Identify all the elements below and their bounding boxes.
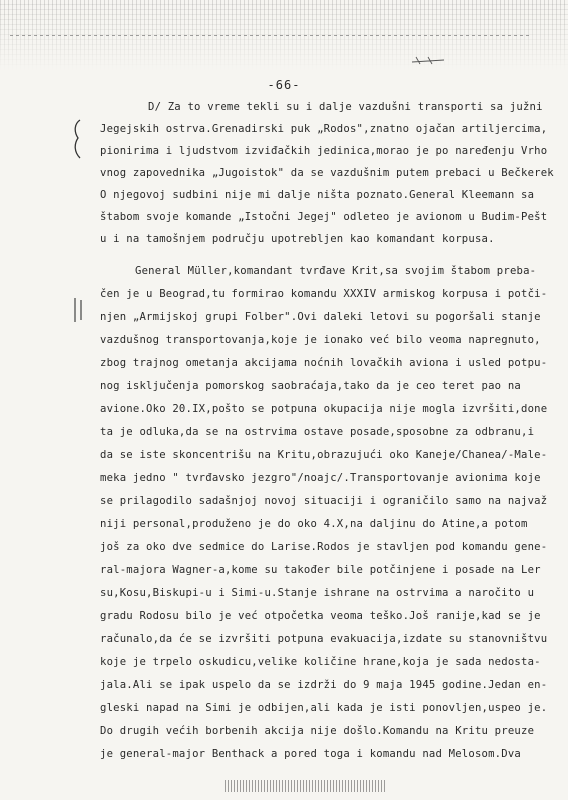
page-number: -66- [267,78,301,92]
scan-artifact-line [10,35,530,36]
text-line: O njegovoj sudbini nije mi dalje ništa poznato.General Kleemann sa [100,189,535,201]
text-line: vazdušnog transportovanja,koje je ionako već bilo veoma napregnuto, [100,334,541,346]
text-line: računalo,da će se izvršiti potpuna evakuacija,izdate su stanovništvu [100,633,548,645]
text-line: meka jedno " tvrđavsko jezgro"/noajc/.Transportovanje avionima koje [100,472,541,484]
text-line: ta je odluka,da se na ostrvima ostave posade,sposobne za odbranu,i [100,426,535,438]
text-line: ral-majora Wagner-a,kome su također bile potčinjene i posade na Ler [100,564,541,576]
text-line: General Müller,komandant tvrđave Krit,sa svojim štabom preba- [135,265,537,277]
text-line: nog isključenja pomorskog saobraćaja,tako da je ceo teret pao na [100,380,521,392]
text-line: gleski napad na Simi je odbijen,ali kada je isti ponovljen,uspeo je. [100,702,548,714]
text-line: pionirima i ljudstvom izviđačkih jedinica,morao je po naređenju Vrho [100,145,548,157]
margin-bracket-mark [70,118,84,160]
text-line: u i na tamošnjem području upotrebljen kao komandant korpusa. [100,233,495,245]
text-line: se prilagodilo sadašnjoj novoj situaciji i ograničilo samo na najvaž [100,495,548,507]
text-line: niji personal,produženo je do oko 4.X,na daljinu do Atine,a potom [100,518,528,530]
text-line: vnog zapovednika „Jugoistok" da se vazdušnim putem prebaci u Bečkerek [100,167,554,179]
text-line: Do drugih većih borbenih akcija nije došlo.Komandu na Kritu preuze [100,725,535,737]
text-line: jala.Ali se ipak uspelo da se izdrži do 9 maja 1945 godine.Jedan en- [100,679,548,691]
margin-scribble-mark [410,54,446,66]
text-line: još za oko dve sedmice do Larise.Rodos je stavljen pod komandu gene- [100,541,548,553]
text-line: je general-major Benthack a pored toga i komandu nad Melosom.Dva [100,748,521,760]
text-line: štabom svoje komande „Istočni Jegej" odleteo je avionom u Budim-Pešt [100,211,548,223]
text-line: avione.Oko 20.IX,pošto se potpuna okupacija nije mogla izvršiti,done [100,403,548,415]
text-line: su,Kosu,Biskupi-u i Simi-u.Stanje ishrane na ostrvima a naročito u [100,587,535,599]
margin-tick-mark [72,296,86,324]
scan-artifact-bottom [225,780,385,792]
text-line: da se iste skoncentrišu na Kritu,obrazujući oko Kaneje/Chanea/-Male- [100,449,548,461]
text-line: čen je u Beograd,tu formirao komandu XXXIV armiskog korpusa i potči- [100,288,548,300]
text-line: D/ Za to vreme tekli su i dalje vazdušni transporti sa južni [148,101,543,113]
text-line: zbog trajnog ometanja akcijama noćnih lovačkih aviona i usled potpu- [100,357,548,369]
text-line: koje je trpelo oskudicu,velike količine hrane,koja je sada nedosta- [100,656,541,668]
text-line: njen „Armijskoj grupi Folber".Ovi daleki letovi su pogoršali stanje [100,311,541,323]
text-line: gradu Rodosu bilo je već otpočetka veoma teško.Još ranije,kad se je [100,610,541,622]
text-line: Jegejskih ostrva.Grenadirski puk „Rodos",znatno ojačan artiljercima, [100,123,548,135]
